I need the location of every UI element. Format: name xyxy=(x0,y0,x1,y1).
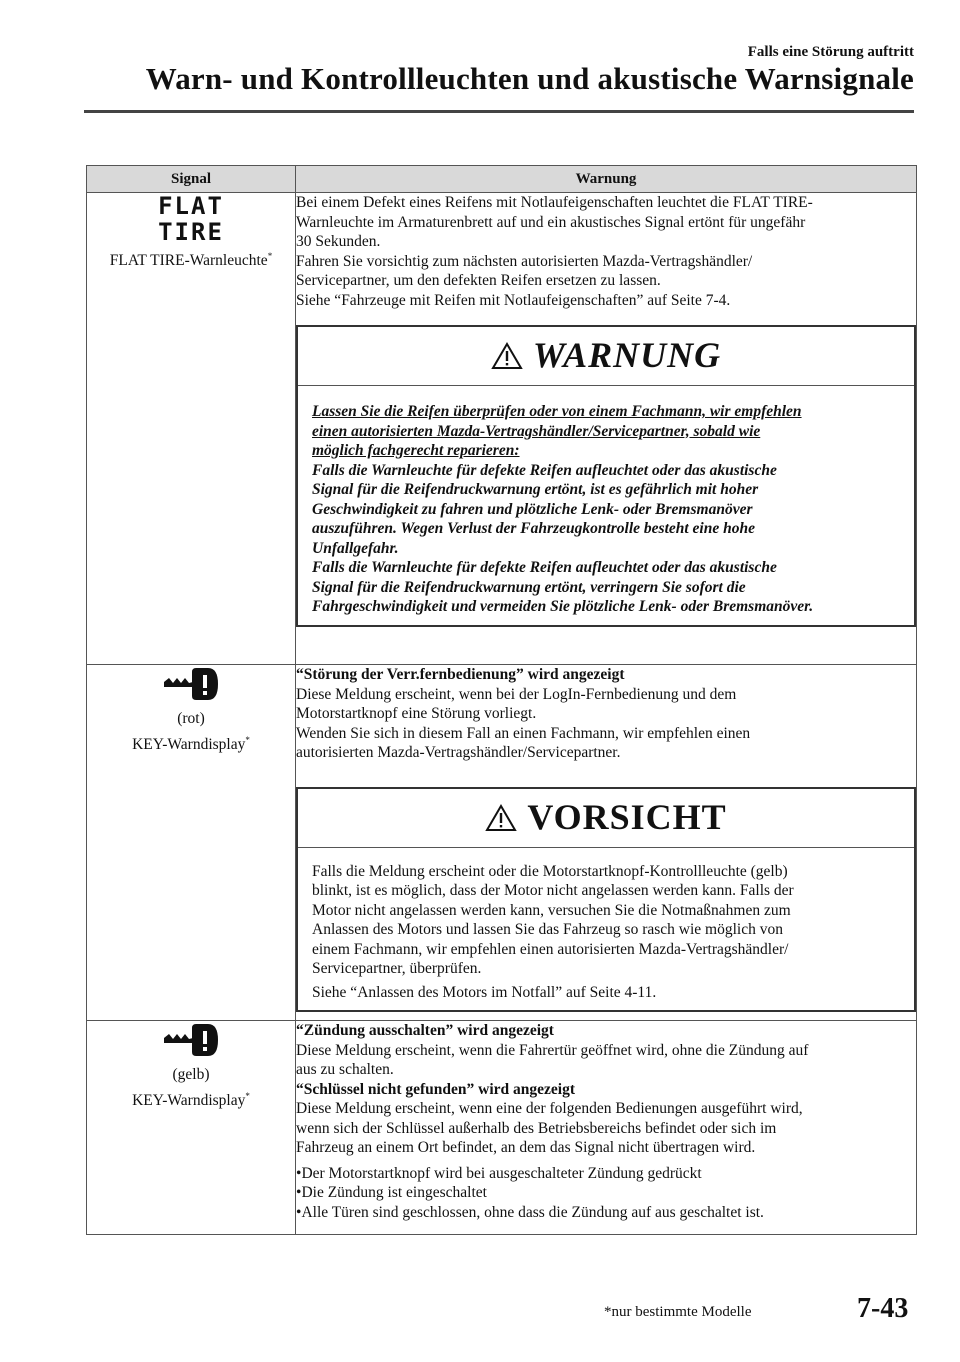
description-text: “Störung der Verr.fernbedienung” wird angezeigt Diese Meldung erscheint, wenn bei der LogIn-Fernbedienung und dem Motorstartknopf eine Störung vorliegt. Wenden Sie sich in diesem Fall an einen Fachmann, wir empfehlen einen autorisierten Mazda-Vertragshändler/Servicepartner. xyxy=(296,666,751,761)
signal-table xyxy=(86,165,917,1235)
bullet-list xyxy=(296,1164,916,1223)
warning-cell-key-yellow xyxy=(296,1021,917,1235)
page-title: Warn- und Kontrollleuchten und akustische Warnsignale xyxy=(145,61,914,96)
caution-box-header xyxy=(298,789,914,848)
table-row xyxy=(87,193,917,665)
description-text: “Zündung ausschalten” wird angezeigt Diese Meldung erscheint, wenn die Fahrertür geöffnet wird, ohne die Zündung auf aus zu schalten. “Schlüssel nicht gefunden” wird angezeigt Diese Meldung erscheint, wenn eine der folgenden Bedienungen ausgeführt wird, wenn sich der Schlüssel außerhalb des Betriebsbereichs befindet oder sich im Fahrzeug an einem Ort befindet, an dem das Signal nicht übertragen wird. xyxy=(296,1022,809,1156)
signal-cell-flat-tire xyxy=(87,193,296,665)
caution-box xyxy=(296,787,916,1013)
description-text: Bei einem Defekt eines Reifens mit Notlaufeigenschaften leuchtet die FLAT TIRE- Warnleuchte im Armaturenbrett auf und ein akustisches Signal ertönt für ungefähr 30 Sekunden. Fahren Sie vorsichtig zum nächsten autorisierten Mazda-Vertragshändler/ Servicepartner, um den defekten Reifen ersetzen zu lassen. Siehe “Fahrzeuge mit Reifen mit Notlaufeigenschaften” auf Seite 7-4. xyxy=(296,194,813,309)
footnote: *nur bestimmte Modelle xyxy=(604,1304,752,1320)
header-rule xyxy=(84,110,914,113)
warning-box-title: WARNUNG xyxy=(532,335,722,376)
signal-color-label: (gelb) xyxy=(172,1066,210,1083)
warning-box-body: Lassen Sie die Reifen überprüfen oder von einem Fachmann, wir empfehlen einen autorisierten Mazda-Vertragshändler/Servicepartner, sobald wie möglich fachgerecht reparieren: Falls die Warnleuchte für defekte Reifen aufleuchtet oder das akustische Signal für die Reifendruckwarnung ertönt, ist es gefährlich mit hoher Geschwindigkeit zu fahren und plötzliche Lenk- oder Bremsmanöver auszuführen. Wegen Verlust der Fahrzeugkontrolle besteht eine hohe Unfallgefahr. Falls die Warnleuchte für defekte Reifen aufleuchtet oder das akustische Signal für die Reifendruckwarnung ertönt, verringern Sie sofort die Fahrgeschwindigkeit und vermeiden Sie plötzliche Lenk- oder Bremsmanöver. xyxy=(312,403,814,615)
warning-cell-key-red xyxy=(296,665,917,1021)
warning-box-header xyxy=(298,327,914,386)
table-row xyxy=(87,1021,917,1235)
table-header-row xyxy=(87,166,917,193)
list-item: •Die Zündung ist eingeschaltet xyxy=(296,1184,487,1201)
table-row xyxy=(87,665,917,1021)
warning-box xyxy=(296,325,916,627)
key-warning-icon xyxy=(161,665,221,703)
key-warning-icon xyxy=(161,1021,221,1059)
warning-triangle-icon xyxy=(485,804,517,832)
signal-color-label: (rot) xyxy=(177,710,205,727)
signal-label: KEY-Warndisplay* xyxy=(132,734,250,753)
list-item: •Alle Türen sind geschlossen, ohne dass die Zündung auf aus geschaltet ist. xyxy=(296,1203,764,1221)
caution-box-title: VORSICHT xyxy=(527,796,727,837)
signal-cell-key-red xyxy=(87,665,296,1021)
column-header-signal: Signal xyxy=(87,166,296,193)
caution-box-body: Falls die Meldung erscheint oder die Motorstartknopf-Kontrollleuchte (gelb) blinkt, ist es möglich, dass der Motor nicht angelassen werden kann. Falls der Motor nicht angelassen werden kann, versuchen Sie die Notmaßnahmen zum Anlassen des Motors und lassen Sie das Fahrzeug so rasch wie möglich von einem Fachmann, wir empfehlen einen autorisierten Mazda-Vertragshändler/ Servicepartner, überprüfen. Siehe “Anlassen des Motors im Notfall” auf Seite 4-11. xyxy=(312,862,794,1001)
warning-cell-flat-tire xyxy=(296,193,917,665)
column-header-warning: Warnung xyxy=(296,166,917,193)
signal-cell-key-yellow xyxy=(87,1021,296,1235)
warning-triangle-icon xyxy=(491,342,523,370)
page-number: 7-43 xyxy=(857,1293,909,1324)
flat-tire-icon: FLAT TIRE xyxy=(158,192,224,246)
signal-label: FLAT TIRE-Warnleuchte* xyxy=(109,251,273,270)
signal-label: KEY-Warndisplay* xyxy=(132,1090,250,1109)
section-heading: Falls eine Störung auftritt xyxy=(747,44,914,60)
list-item: •Der Motorstartknopf wird bei ausgeschalteter Zündung gedrückt xyxy=(296,1164,702,1182)
